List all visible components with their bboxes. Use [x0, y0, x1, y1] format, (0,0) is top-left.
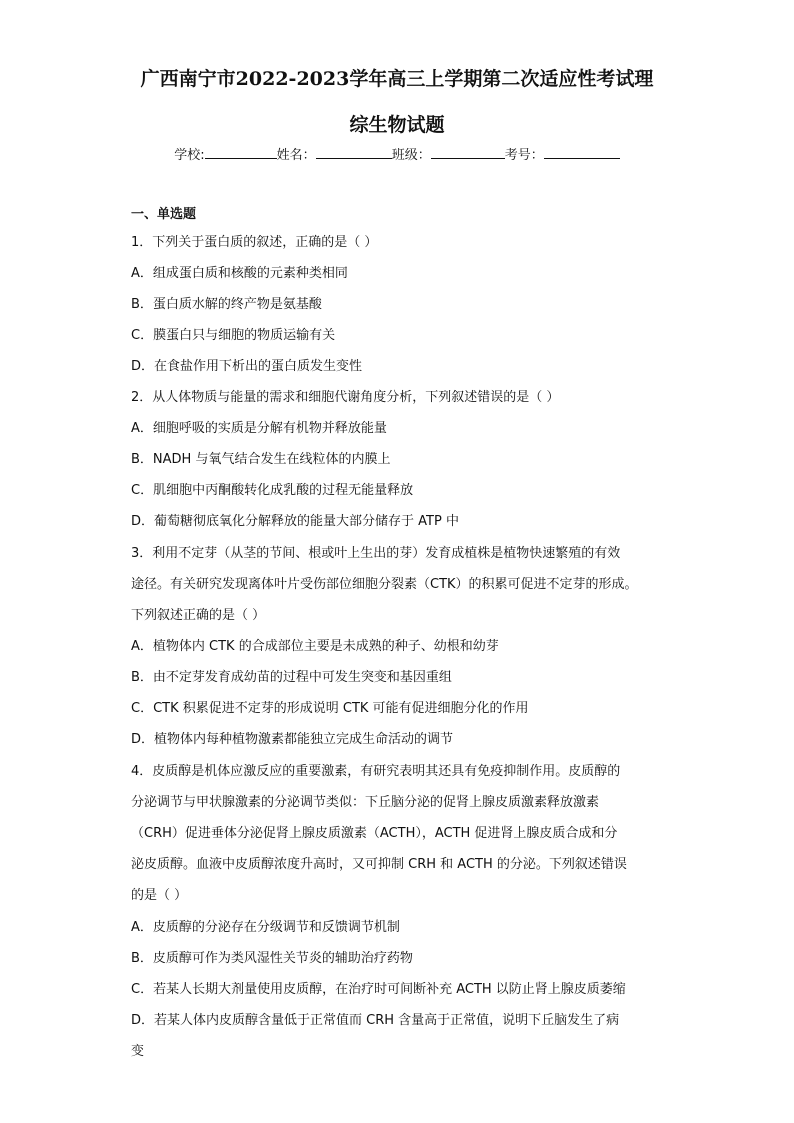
student-info-line: [0, 144, 794, 166]
question-2-option-a: A．细胞呼吸的实质是分解有机物并释放能量: [131, 421, 387, 436]
question-4-stem-line-5: 的是（ ）: [131, 888, 188, 903]
question-3-option-d: D．植物体内每种植物激素都能独立完成生命活动的调节: [131, 732, 454, 747]
question-2-option-b: B．NADH 与氧气结合发生在线粒体的内膜上: [131, 452, 391, 467]
question-3-stem-line-1: 3．利用不定芽（从茎的节间、根或叶上生出的芽）发育成植株是植物快速繁殖的有效: [131, 546, 621, 561]
question-3-option-c: C．CTK 积累促进不定芽的形成说明 CTK 可能有促进细胞分化的作用: [131, 701, 529, 716]
question-3-stem-line-3: 下列叙述正确的是（ ）: [131, 608, 266, 623]
document-title-line-1: 广西南宁市2022-2023学年高三上学期第二次适应性考试理: [140, 68, 654, 90]
school-blank: [205, 144, 277, 159]
question-1-stem: 1．下列关于蛋白质的叙述，正确的是（ ）: [131, 235, 378, 250]
question-3-stem-line-2: 途径。有关研究发现离体叶片受伤部位细胞分裂素（CTK）的积累可促进不定芽的形成。: [131, 577, 638, 592]
name-label: 姓名：: [276, 148, 316, 163]
class-field: [392, 144, 505, 166]
question-2-option-d: D．葡萄糖彻底氧化分解释放的能量大部分储存于 ATP 中: [131, 514, 459, 529]
question-2-stem: 2．从人体物质与能量的需求和细胞代谢角度分析，下列叙述错误的是（ ）: [131, 390, 560, 405]
question-1-option-b: B．蛋白质水解的终产物是氨基酸: [131, 297, 322, 312]
school-field: [174, 144, 276, 166]
question-4-option-b: B．皮质醇可作为类风湿性关节炎的辅助治疗药物: [131, 951, 413, 966]
question-1-option-d: D．在食盐作用下析出的蛋白质发生变性: [131, 359, 363, 374]
question-4-stem-line-3: （CRH）促进垂体分泌促肾上腺皮质激素（ACTH），ACTH 促进肾上腺皮质合成和分: [131, 826, 618, 841]
class-label: 班级：: [391, 148, 431, 163]
question-4-stem-line-1: 4．皮质醇是机体应激反应的重要激素，有研究表明其还具有免疫抑制作用。皮质醇的: [131, 764, 621, 779]
question-3-option-b: B．由不定芽发育成幼苗的过程中可发生突变和基因重组: [131, 670, 452, 685]
name-blank: [316, 144, 392, 159]
question-4-stem-line-2: 分泌调节与甲状腺激素的分泌调节类似：下丘脑分泌的促肾上腺皮质激素释放激素: [131, 795, 600, 810]
question-3-option-a: A．植物体内 CTK 的合成部位主要是未成熟的种子、幼根和幼芽: [131, 639, 499, 654]
question-1-option-c: C．膜蛋白只与细胞的物质运输有关: [131, 328, 336, 343]
question-4-option-c: C．若某人长期大剂量使用皮质醇，在治疗时可间断补充 ACTH 以防止肾上腺皮质萎缩: [131, 982, 626, 997]
question-4-option-d-line-2: 变: [131, 1044, 145, 1059]
exam-no-label: 考号：: [504, 148, 544, 163]
question-2-option-c: C．肌细胞中丙酮酸转化成乳酸的过程无能量释放: [131, 483, 414, 498]
question-4-option-a: A．皮质醇的分泌存在分级调节和反馈调节机制: [131, 920, 400, 935]
question-1-option-a: A．组成蛋白质和核酸的元素种类相同: [131, 266, 348, 281]
exam-no-blank: [544, 144, 620, 159]
class-blank: [431, 144, 505, 159]
exam-no-field: [505, 144, 620, 166]
document-title-line-2: 综生物试题: [349, 114, 445, 136]
name-field: [277, 144, 392, 166]
question-4-stem-line-4: 泌皮质醇。血液中皮质醇浓度升高时，又可抑制 CRH 和 ACTH 的分泌。下列叙述错误: [131, 857, 627, 872]
school-label: 学校:: [174, 148, 205, 163]
section-heading: 一、单选题: [131, 207, 197, 222]
question-4-option-d-line-1: D．若某人体内皮质醇含量低于正常值而 CRH 含量高于正常值，说明下丘脑发生了病: [131, 1013, 620, 1028]
